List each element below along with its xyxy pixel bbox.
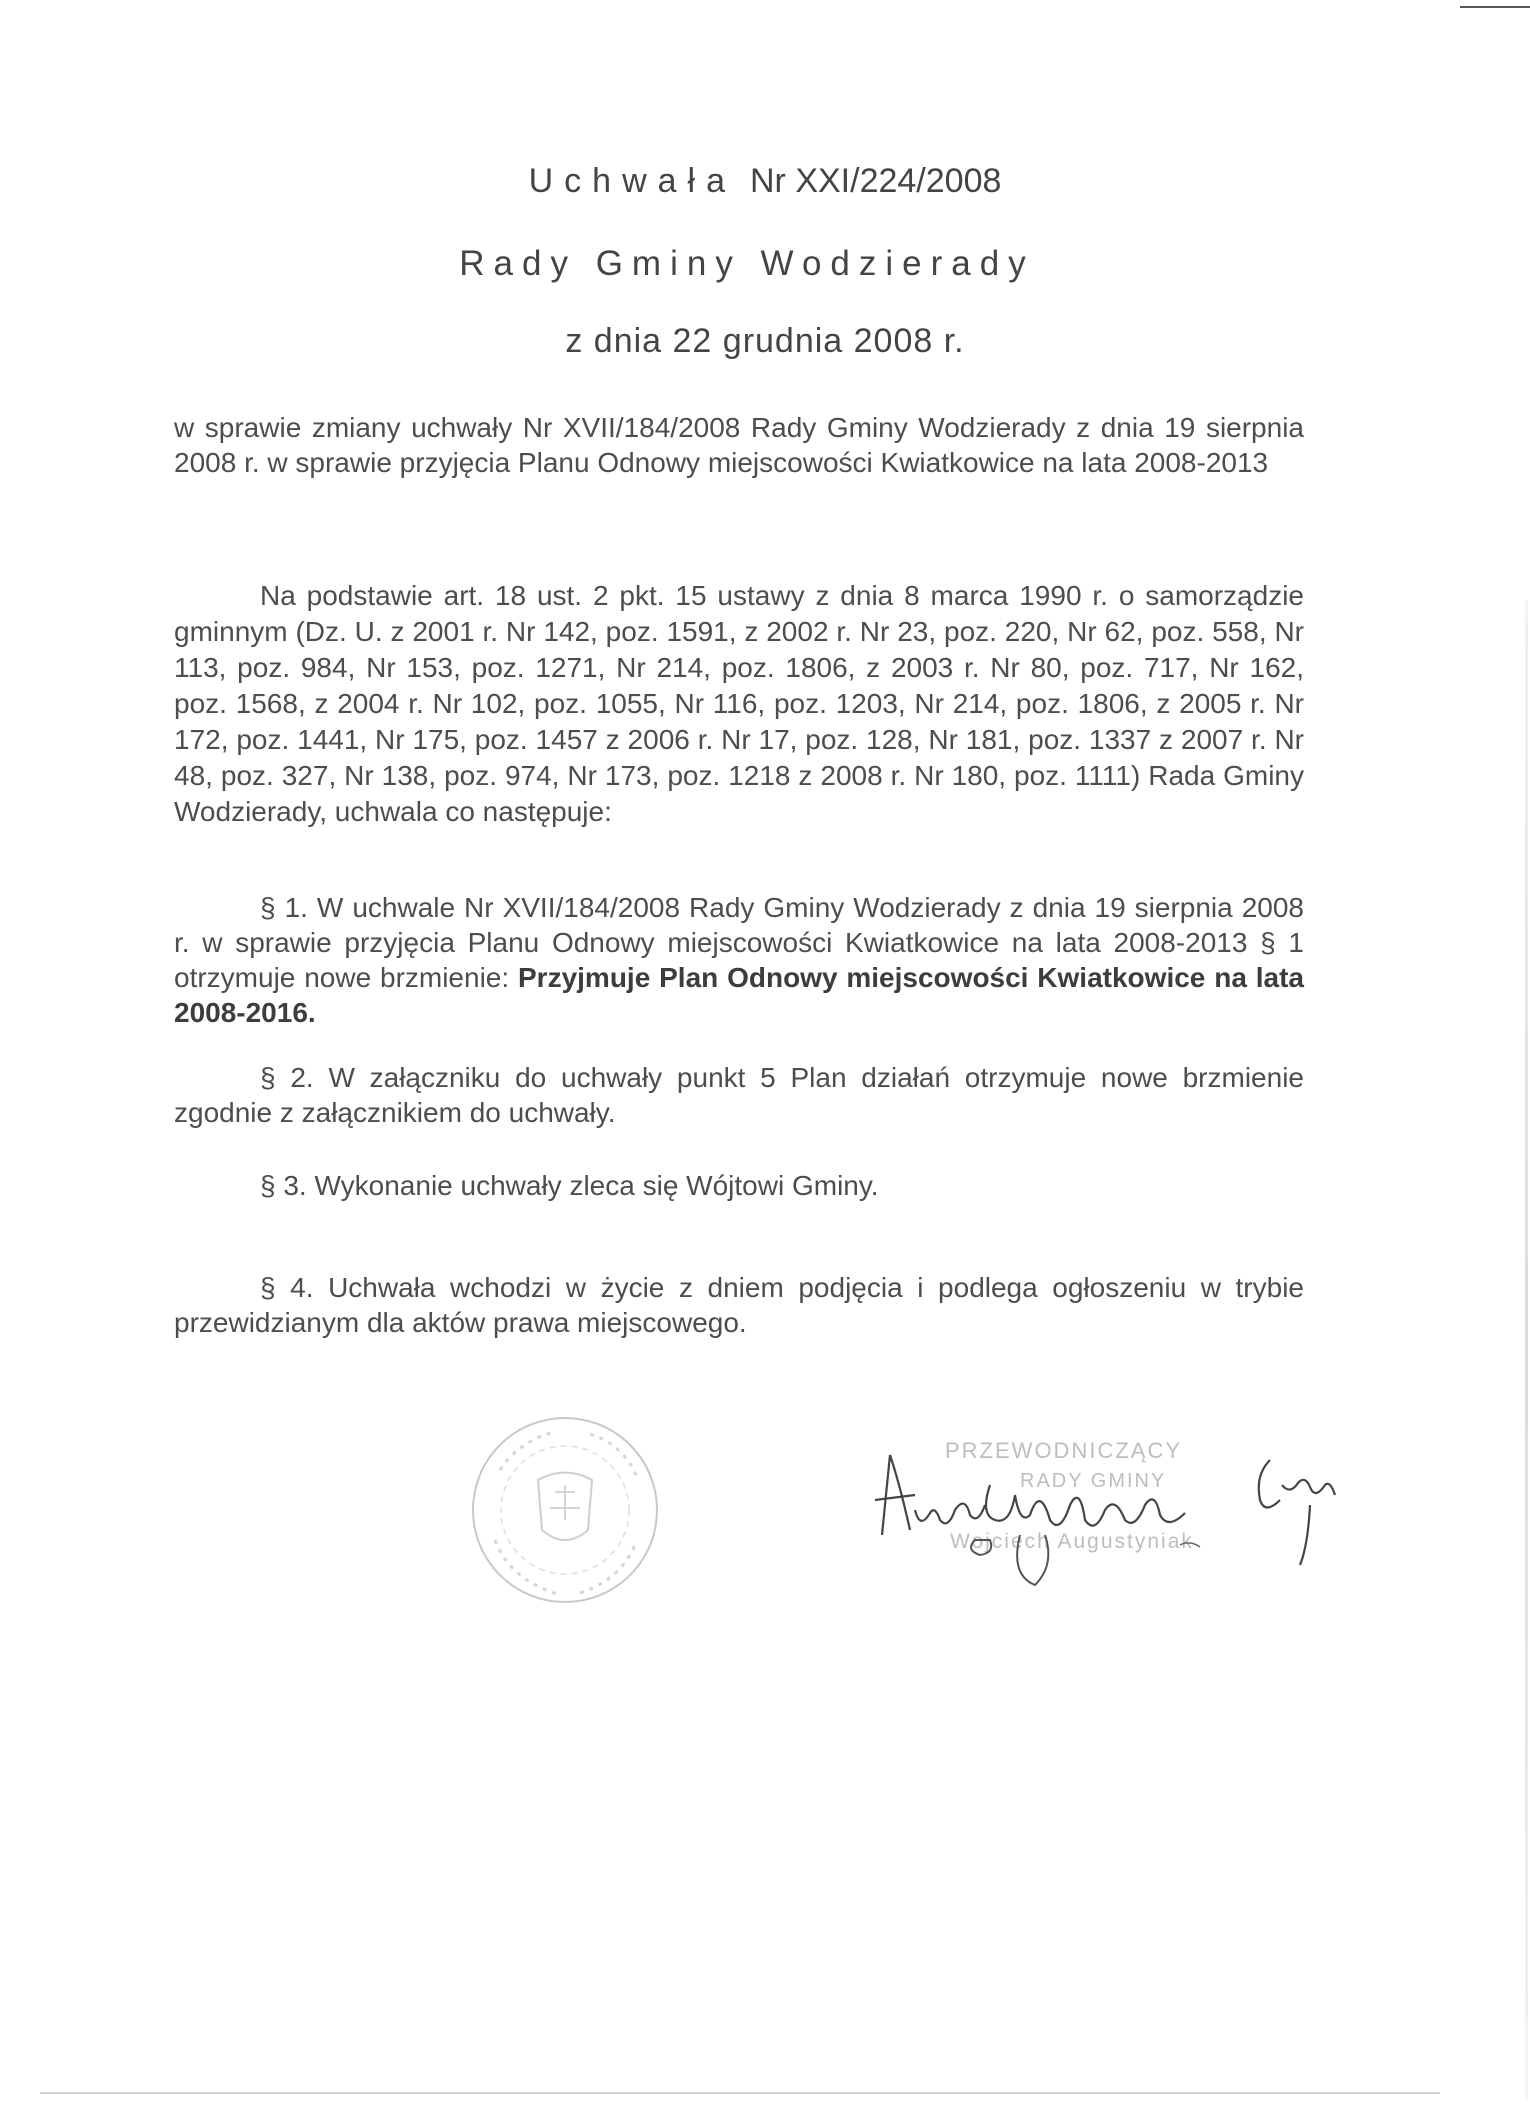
paragraph-1 <box>174 890 1304 1030</box>
resolution-date <box>0 322 1530 361</box>
title-number: Nr XXI/224/2008 <box>750 162 1002 200</box>
council-name: Rady Gminy Wodzierady <box>459 244 1035 283</box>
scan-edge-bottom <box>40 2092 1440 2094</box>
paragraph-1-text: § 1. W uchwale Nr XVII/184/2008 Rady Gminy Wodzierady z dnia 19 sierpnia 2008 r. w sprawie przyjęcia Planu Odnowy miejscowości Kwiatkowice na lata 2008-2013 § 1 otrzymuje nowe brzmienie: <box>174 892 1304 993</box>
stamp-line-2: RADY GMINY <box>1020 1470 1167 1492</box>
handwritten-signature <box>870 1425 1370 1615</box>
stamp-line-3: Wojciech Augustyniak <box>950 1530 1194 1553</box>
paragraph-4: § 4. Uchwała wchodzi w życie z dniem podjęcia i podlega ogłoszeniu w trybie przewidzianym dla aktów prawa miejscowego. <box>174 1272 1304 1338</box>
resolution-subject: w sprawie zmiany uchwały Nr XVII/184/2008 Rady Gminy Wodzierady z dnia 19 sierpnia 2008 r. w sprawie przyjęcia Planu Odnowy miejscowości Kwiatkowice na lata 2008-2013 <box>174 412 1304 478</box>
official-seal <box>460 1410 670 1610</box>
title-word: Uchwała <box>528 162 736 200</box>
stamp-line-1: PRZEWODNICZĄCY <box>945 1438 1182 1463</box>
legal-basis: Na podstawie art. 18 ust. 2 pkt. 15 ustawy z dnia 8 marca 1990 r. o samorządzie gminnym (Dz. U. z 2001 r. Nr 142, poz. 1591, z 2002 r. Nr 23, poz. 220, Nr 62, poz. 558, Nr 113, poz. 984, Nr 153, poz. 1271, Nr 214, poz. 1806, z 2003 r. Nr 80, poz. 717, Nr 162, poz. 1568, z 2004 r. Nr 102, poz. 1055, Nr 116, poz. 1203, Nr 214, poz. 1806, z 2005 r. Nr 172, poz. 1441, Nr 175, poz. 1457 z 2006 r. Nr 17, poz. 128, Nr 181, poz. 1337 z 2007 r. Nr 48, poz. 327, Nr 138, poz. 974, Nr 173, poz. 1218 z 2008 r. Nr 180, poz. 1111) Rada Gminy Wodzierady, uchwala co następuje: <box>174 580 1304 827</box>
paragraph-2: § 2. W załączniku do uchwały punkt 5 Plan działań otrzymuje nowe brzmienie zgodnie z załącznikiem do uchwały. <box>174 1062 1304 1128</box>
resolution-title <box>0 162 1530 201</box>
scan-edge-top <box>1460 6 1530 8</box>
resolution-date-text: z dnia 22 grudnia 2008 r. <box>565 322 965 360</box>
paragraph-3: § 3. Wykonanie uchwały zleca się Wójtowi Gminy. <box>260 1170 879 1201</box>
scan-edge-right <box>1525 600 1528 2100</box>
paragraph-1-bold: Przyjmuje Plan Odnowy miejscowości Kwiatkowice na lata 2008-2016. <box>174 962 1304 1028</box>
